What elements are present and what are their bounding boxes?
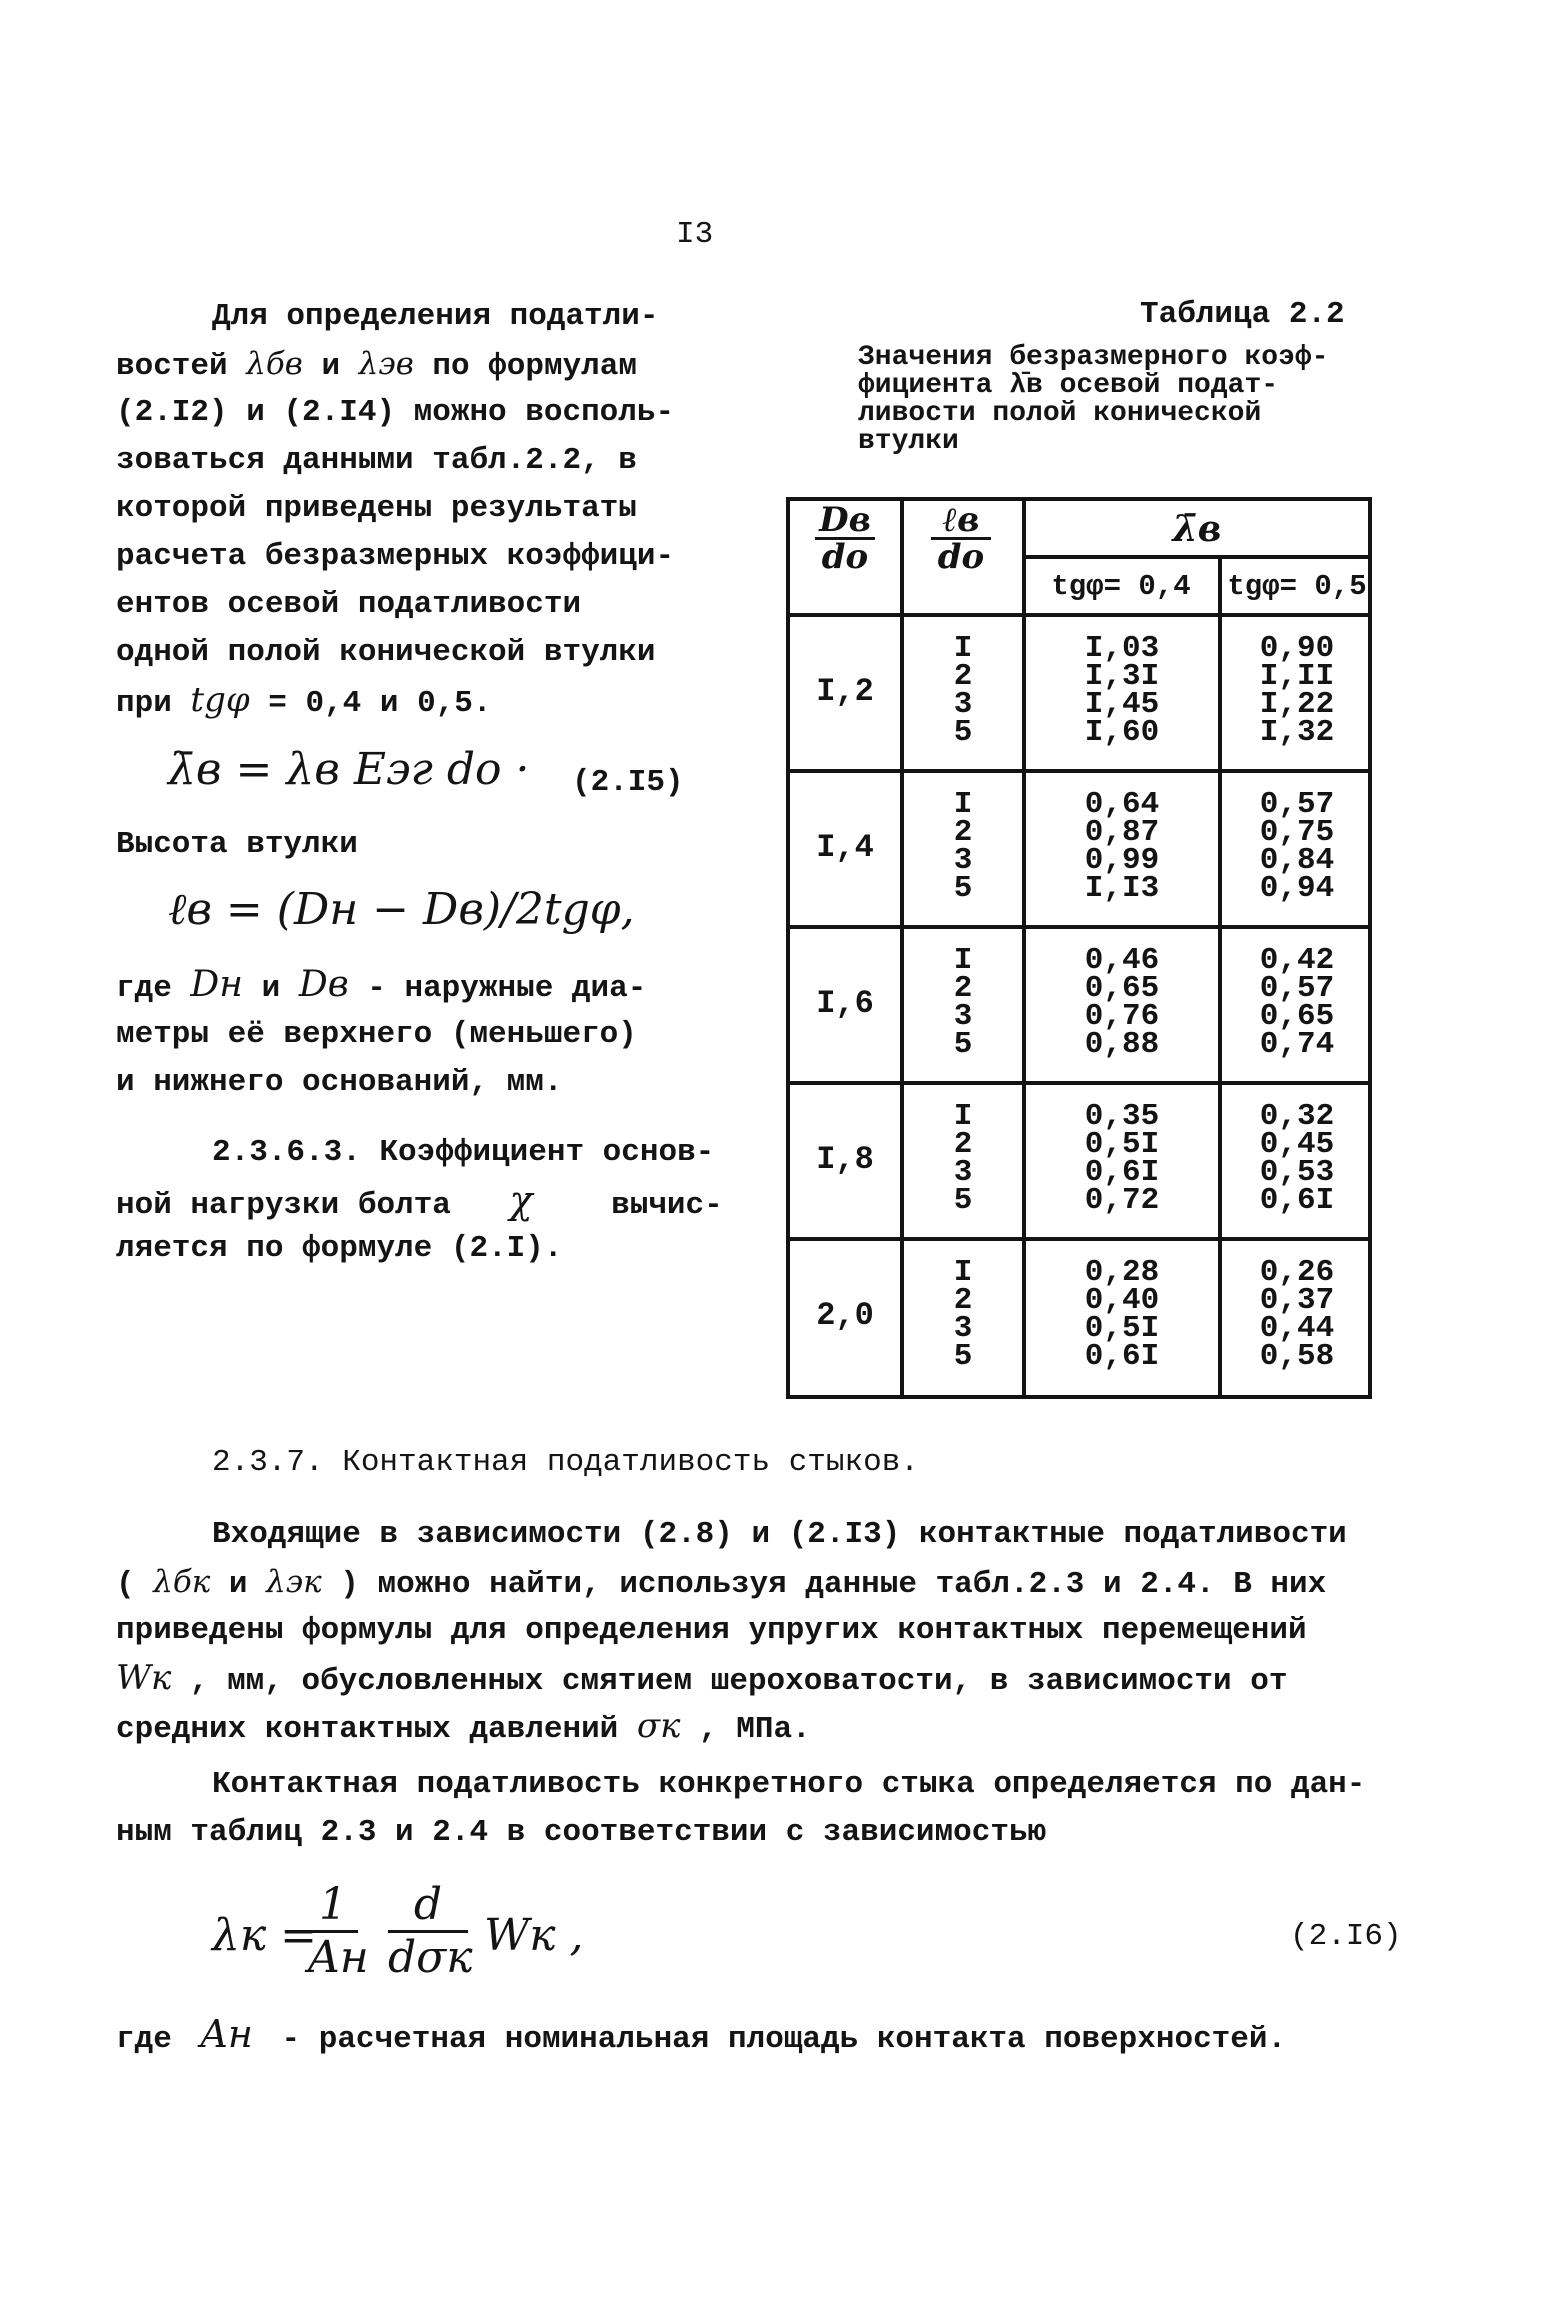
row-ratio: I,8	[816, 1141, 874, 1178]
v04-value: I,45	[1084, 687, 1160, 722]
symbol-tgphi: tgφ	[190, 680, 250, 720]
where-line	[116, 960, 646, 1013]
v04-value: 0,46	[1084, 943, 1160, 978]
where-text: и	[261, 971, 281, 1006]
formula-lhs: λк =	[212, 1910, 318, 1961]
v04-value: 0,35	[1084, 1099, 1160, 1134]
symbol-d-n: Dн	[190, 964, 243, 1005]
row-ratio: 2,0	[816, 1297, 874, 1334]
paragraph-text: средних контактных давлений	[116, 1712, 619, 1747]
where-prefix: где	[116, 2022, 172, 2057]
row-v04-values	[1026, 631, 1218, 750]
l-value: 2	[953, 1127, 973, 1162]
header-denominator: dо	[937, 537, 985, 577]
v05-value: 0,44	[1259, 1311, 1335, 1346]
formula-fraction	[388, 1879, 473, 1983]
v04-value: 0,5I	[1084, 1311, 1160, 1346]
header-lambda-group: λ̄в	[1172, 508, 1222, 550]
l-value: 3	[953, 999, 973, 1034]
paragraph-text: = 0,4 и 0,5.	[268, 686, 492, 721]
paragraph-line: (2.I2) и (2.I4) можно восполь-	[116, 395, 675, 430]
row-ratio: I,4	[816, 829, 874, 866]
paragraph-line: одной полой конической втулки	[116, 635, 656, 670]
symbol-a-n: Aн	[200, 2012, 253, 2056]
symbol-lambda-ek: λэк	[266, 1564, 322, 1600]
paragraph-text: и	[321, 349, 341, 384]
v05-value: I,32	[1259, 715, 1335, 750]
symbol-chi: χ	[509, 1178, 533, 1222]
fraction-denominator: dσк	[388, 1932, 473, 1983]
formula-lhs: λ̄в	[168, 744, 222, 795]
paragraph-line: зоваться данными табл.2.2, в	[116, 443, 637, 478]
section-line: 2.3.6.3. Коэффициент основ-	[212, 1135, 715, 1170]
where-text: где	[116, 971, 172, 1006]
row-l-values	[904, 1099, 1022, 1218]
fraction-numerator: d	[388, 1880, 468, 1933]
paragraph-line	[116, 1654, 1287, 1706]
v05-value: I,22	[1259, 687, 1335, 722]
v05-value: 0,53	[1259, 1155, 1335, 1190]
l-value: 3	[953, 1155, 973, 1190]
v05-value: 0,6I	[1259, 1183, 1335, 1218]
formula-tail: Wк ,	[484, 1910, 584, 1961]
header-tg-04: tgφ= 0,4	[1051, 570, 1191, 603]
l-value: 5	[953, 1339, 973, 1374]
symbol-lambda-bv: λбв	[246, 346, 303, 382]
v04-value: 0,40	[1084, 1283, 1160, 1318]
symbol-lambda-ev: λэв	[358, 346, 414, 382]
formula-number: (2.I6)	[1290, 1919, 1402, 1954]
v04-value: 0,6I	[1084, 1155, 1160, 1190]
v05-value: 0,32	[1259, 1099, 1335, 1134]
symbol-w-k: Wк	[116, 1658, 172, 1698]
row-l-values	[904, 631, 1022, 750]
v05-value: 0,42	[1259, 943, 1335, 978]
l-value: 3	[953, 843, 973, 878]
header-numerator: ℓв	[931, 503, 991, 540]
l-value: 3	[953, 1311, 973, 1346]
v05-value: I,II	[1259, 659, 1335, 694]
formula-number: (2.I5)	[572, 765, 684, 800]
data-table	[786, 497, 1372, 1399]
symbol-lambda-bk: λбк	[153, 1564, 211, 1600]
v04-value: 0,65	[1084, 971, 1160, 1006]
row-ratio: I,6	[816, 985, 874, 1022]
table-title	[858, 344, 1328, 456]
section-heading: 2.3.7. Контактная податливость стыков.	[212, 1445, 919, 1480]
section-text: вычис-	[611, 1188, 723, 1223]
paragraph-text: и	[228, 1567, 248, 1602]
l-value: 5	[953, 871, 973, 906]
paragraph-line	[116, 676, 492, 728]
symbol-sigma-k: σк	[636, 1706, 681, 1746]
v04-value: 0,72	[1084, 1183, 1160, 1218]
l-value: 5	[953, 715, 973, 750]
row-l-values	[904, 787, 1022, 906]
l-value: 3	[953, 687, 973, 722]
v05-value: 0,57	[1259, 971, 1335, 1006]
table-caption: Таблица 2.2	[1140, 297, 1345, 332]
v04-value: 0,99	[1084, 843, 1160, 878]
row-v05-values	[1222, 787, 1372, 906]
l-value: 5	[953, 1183, 973, 1218]
v04-value: 0,28	[1084, 1255, 1160, 1290]
v05-value: 0,90	[1259, 631, 1335, 666]
paragraph-line	[116, 1702, 811, 1754]
header-denominator: dо	[821, 537, 869, 577]
v04-value: 0,64	[1084, 787, 1160, 822]
v05-value: 0,94	[1259, 871, 1335, 906]
table-title-line: фициента λ̄в осевой подат-	[858, 370, 1279, 401]
paragraph-text: по формулам	[432, 349, 637, 384]
v04-value: I,I3	[1084, 871, 1160, 906]
v04-value: 0,87	[1084, 815, 1160, 850]
section-line: ляется по формуле (2.I).	[116, 1231, 563, 1266]
row-v05-values	[1222, 1099, 1372, 1218]
row-v05-values	[1222, 631, 1372, 750]
header-dv-do	[790, 500, 900, 577]
v05-value: 0,37	[1259, 1283, 1335, 1318]
table-hline	[790, 925, 1372, 929]
l-value: I	[953, 1099, 973, 1134]
v04-value: 0,6I	[1084, 1339, 1160, 1374]
height-label: Высота втулки	[116, 827, 358, 862]
formula-rhs: = λв Eэг dо ·	[235, 744, 530, 795]
formula-2-15	[168, 740, 529, 800]
v04-value: 0,76	[1084, 999, 1160, 1034]
table-title-line: Значения безразмерного коэф-	[858, 342, 1329, 373]
section-line	[116, 1176, 723, 1230]
where-line	[116, 2010, 1286, 2064]
paragraph-line	[116, 1558, 1326, 1609]
table-hline	[790, 1081, 1372, 1085]
l-value: 5	[953, 1027, 973, 1062]
l-value: 2	[953, 815, 973, 850]
l-value: I	[953, 787, 973, 822]
row-v04-values	[1026, 943, 1218, 1062]
row-v05-values	[1222, 943, 1372, 1062]
l-value: I	[953, 631, 973, 666]
l-value: 2	[953, 659, 973, 694]
page-number: I3	[676, 217, 714, 252]
paragraph-line: расчета безразмерных коэффици-	[116, 539, 675, 574]
where-line: и нижнего оснований, мм.	[116, 1065, 563, 1100]
paragraph-text: (	[116, 1567, 135, 1602]
section-text: ной нагрузки болта	[116, 1188, 451, 1223]
header-numerator: Dв	[815, 503, 875, 540]
paragraph-text: ) можно найти, используя данные табл.2.3 и 2.4. В них	[340, 1567, 1327, 1602]
row-ratio: I,2	[816, 673, 874, 710]
row-l-values	[904, 943, 1022, 1062]
row-v04-values	[1026, 1099, 1218, 1218]
v05-value: 0,26	[1259, 1255, 1335, 1290]
paragraph-line: которой приведены результаты	[116, 491, 637, 526]
v04-value: 0,88	[1084, 1027, 1160, 1062]
row-v04-values	[1026, 1255, 1218, 1374]
paragraph-line: Для определения податли-	[212, 299, 659, 334]
row-v04-values	[1026, 787, 1218, 906]
formula-height: ℓв = (Dн − Dв)/2tgφ,	[168, 884, 635, 935]
table-hline	[1022, 555, 1372, 559]
table-hline	[790, 613, 1372, 617]
paragraph-text: востей	[116, 349, 228, 384]
v04-value: I,3I	[1084, 659, 1160, 694]
paragraph-line: ным таблиц 2.3 и 2.4 в соответствии с зависимостью	[116, 1815, 1047, 1850]
where-line: метры её верхнего (меньшего)	[116, 1017, 637, 1052]
paragraph-text: при	[116, 686, 172, 721]
v05-value: 0,45	[1259, 1127, 1335, 1162]
v05-value: 0,75	[1259, 815, 1335, 850]
paragraph-text: , мм, обусловленных смятием шероховатости, в зависимости от	[189, 1664, 1288, 1699]
l-value: 2	[953, 971, 973, 1006]
symbol-d-v: Dв	[298, 964, 349, 1005]
paragraph-line: Входящие в зависимости (2.8) и (2.I3) контактные податливости	[212, 1517, 1347, 1552]
l-value: I	[953, 943, 973, 978]
paragraph-line: приведены формулы для определения упругих контактных перемещений	[116, 1613, 1307, 1648]
table-title-line: ливости полой конической	[858, 398, 1262, 429]
table-title-line: втулки	[858, 426, 959, 457]
paragraph-text: , МПа.	[699, 1712, 811, 1747]
header-tg-05: tgφ= 0,5	[1227, 570, 1367, 603]
table-hline	[790, 769, 1372, 773]
table-hline	[790, 1237, 1372, 1241]
l-value: 2	[953, 1283, 973, 1318]
paragraph-line	[116, 340, 637, 391]
row-l-values	[904, 1255, 1022, 1374]
v05-value: 0,65	[1259, 999, 1335, 1034]
fraction-denominator: Aн	[308, 1932, 369, 1983]
where-text: - наружные диа-	[367, 971, 647, 1006]
paragraph-line: ентов осевой податливости	[116, 587, 582, 622]
v05-value: 0,58	[1259, 1339, 1335, 1374]
v04-value: 0,5I	[1084, 1127, 1160, 1162]
formula-fraction	[308, 1879, 369, 1983]
v04-value: I,60	[1084, 715, 1160, 750]
v05-value: 0,84	[1259, 843, 1335, 878]
where-text: - расчетная номинальная площадь контакта поверхностей.	[281, 2022, 1287, 2057]
header-lv-do	[900, 500, 1022, 577]
l-value: I	[953, 1255, 973, 1290]
v04-value: I,03	[1084, 631, 1160, 666]
row-v05-values	[1222, 1255, 1372, 1374]
v05-value: 0,74	[1259, 1027, 1335, 1062]
fraction-numerator: 1	[308, 1880, 358, 1933]
v05-value: 0,57	[1259, 787, 1335, 822]
paragraph-line: Контактная податливость конкретного стыка определяется по дан-	[212, 1767, 1366, 1802]
